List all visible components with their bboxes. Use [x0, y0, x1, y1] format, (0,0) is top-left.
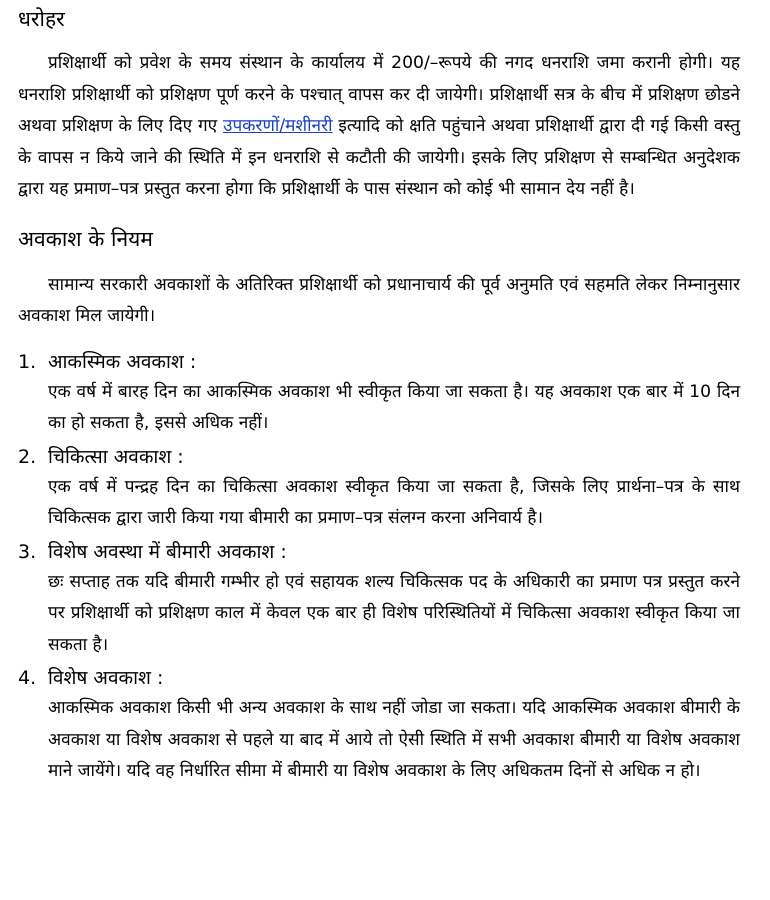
deposit-text-part2: इत्यादि को क्षति पहुंचाने अथवा प्रशिक्षार्थी द्वारा दी गई किसी वस्तु के वापस न किये जाने की स्थिति में इन धनराशि से कटौती की जायेगी। इसके लिए प्रशिक्षण से सम्बन्धित अनुदेशक द्वारा यह प्रमाण–पत्र प्रस्तुत करना होगा कि प्रशिक्षार्थी के पास संस्थान को कोई भी सामान देय नहीं है।	[18, 116, 740, 199]
rule-text: एक वर्ष में पन्द्रह दिन का चिकित्सा अवकाश स्वीकृत किया जा सकता है, जिसके लिए प्रार्थना–पत्र के साथ चिकित्सक द्वारा जारी किया गया बीमारी का प्रमाण–पत्र संलग्न करना अनिवार्य है।	[48, 476, 740, 528]
rule-number: 4.	[18, 667, 37, 689]
rule-title-text: विशेष अवकाश :	[48, 667, 164, 689]
leave-rule-special-illness	[18, 537, 740, 662]
deposit-text-part1: प्रशिक्षार्थी को प्रवेश के समय संस्थान के कार्यालय में 200/–रूपये की नगद धनराशि जमा करानी होगी। यह धनराशि प्रशिक्षार्थी को प्रशिक्षण पूर्ण करने के पश्चात् वापस कर दी जायेगी। प्रशिक्षार्थी सत्र के बीच में प्रशिक्षण छोडने अथवा प्रशिक्षण के लिए दिए गए	[18, 53, 740, 136]
leave-rule-casual	[18, 347, 740, 440]
deposit-paragraph	[18, 48, 740, 206]
equipment-machinery-link[interactable]: उपकरणों/मशीनरी	[223, 116, 333, 136]
leave-intro-paragraph: सामान्य सरकारी अवकाशों के अतिरिक्त प्रशिक्षार्थी को प्रधानाचार्य की पूर्व अनुमति एवं सहमति लेकर निम्नानुसार अवकाश मिल जायेगी।	[18, 274, 740, 326]
rule-number: 2.	[18, 445, 37, 468]
rule-title	[18, 663, 740, 693]
rule-number: 1.	[18, 350, 37, 373]
rule-title	[18, 537, 740, 567]
rule-title-text: विशेष अवस्था में बीमारी अवकाश :	[48, 540, 287, 563]
rule-title-text: आकस्मिक अवकाश :	[48, 350, 197, 373]
leave-rules-list	[18, 347, 740, 788]
rule-text: छः सप्ताह तक यदि बीमारी गम्भीर हो एवं सहायक शल्य चिकित्सक पद के अधिकारी का प्रमाण पत्र प्रस्तुत करने पर प्रशिक्षार्थी को प्रशिक्षण काल में केवल एक बार ही विशेष परिस्थितियों में चिकित्सा अवकाश स्वीकृत किया जा सकता है।	[48, 571, 740, 655]
rule-number: 3.	[18, 540, 37, 563]
rule-title-text: चिकित्सा अवकाश :	[48, 445, 184, 468]
rule-title	[18, 347, 740, 377]
rule-text: आकस्मिक अवकाश किसी भी अन्य अवकाश के साथ नहीं जोडा जा सकता। यदि आकस्मिक अवकाश बीमारी के अवकाश या विशेष अवकाश से पहले या बाद में आये तो ऐसी स्थिति में सभी अवकाश बीमारी या विशेष अवकाश माने जायेंगे। यदि वह निर्धारित सीमा में बीमारी या विशेष अवकाश के लिए अधिकतम दिनों से अधिक न हो।	[48, 698, 740, 781]
leave-rule-special	[18, 663, 740, 788]
leave-rule-medical	[18, 442, 740, 535]
rule-title	[18, 442, 740, 472]
rule-text: एक वर्ष में बारह दिन का आकस्मिक अवकाश भी स्वीकृत किया जा सकता है। यह अवकाश एक बार में 10 दिन का हो सकता है, इससे अधिक नहीं।	[48, 381, 740, 433]
deposit-heading: धरोहर	[18, 7, 65, 31]
leave-rules-heading: अवकाश के नियम	[18, 226, 153, 251]
